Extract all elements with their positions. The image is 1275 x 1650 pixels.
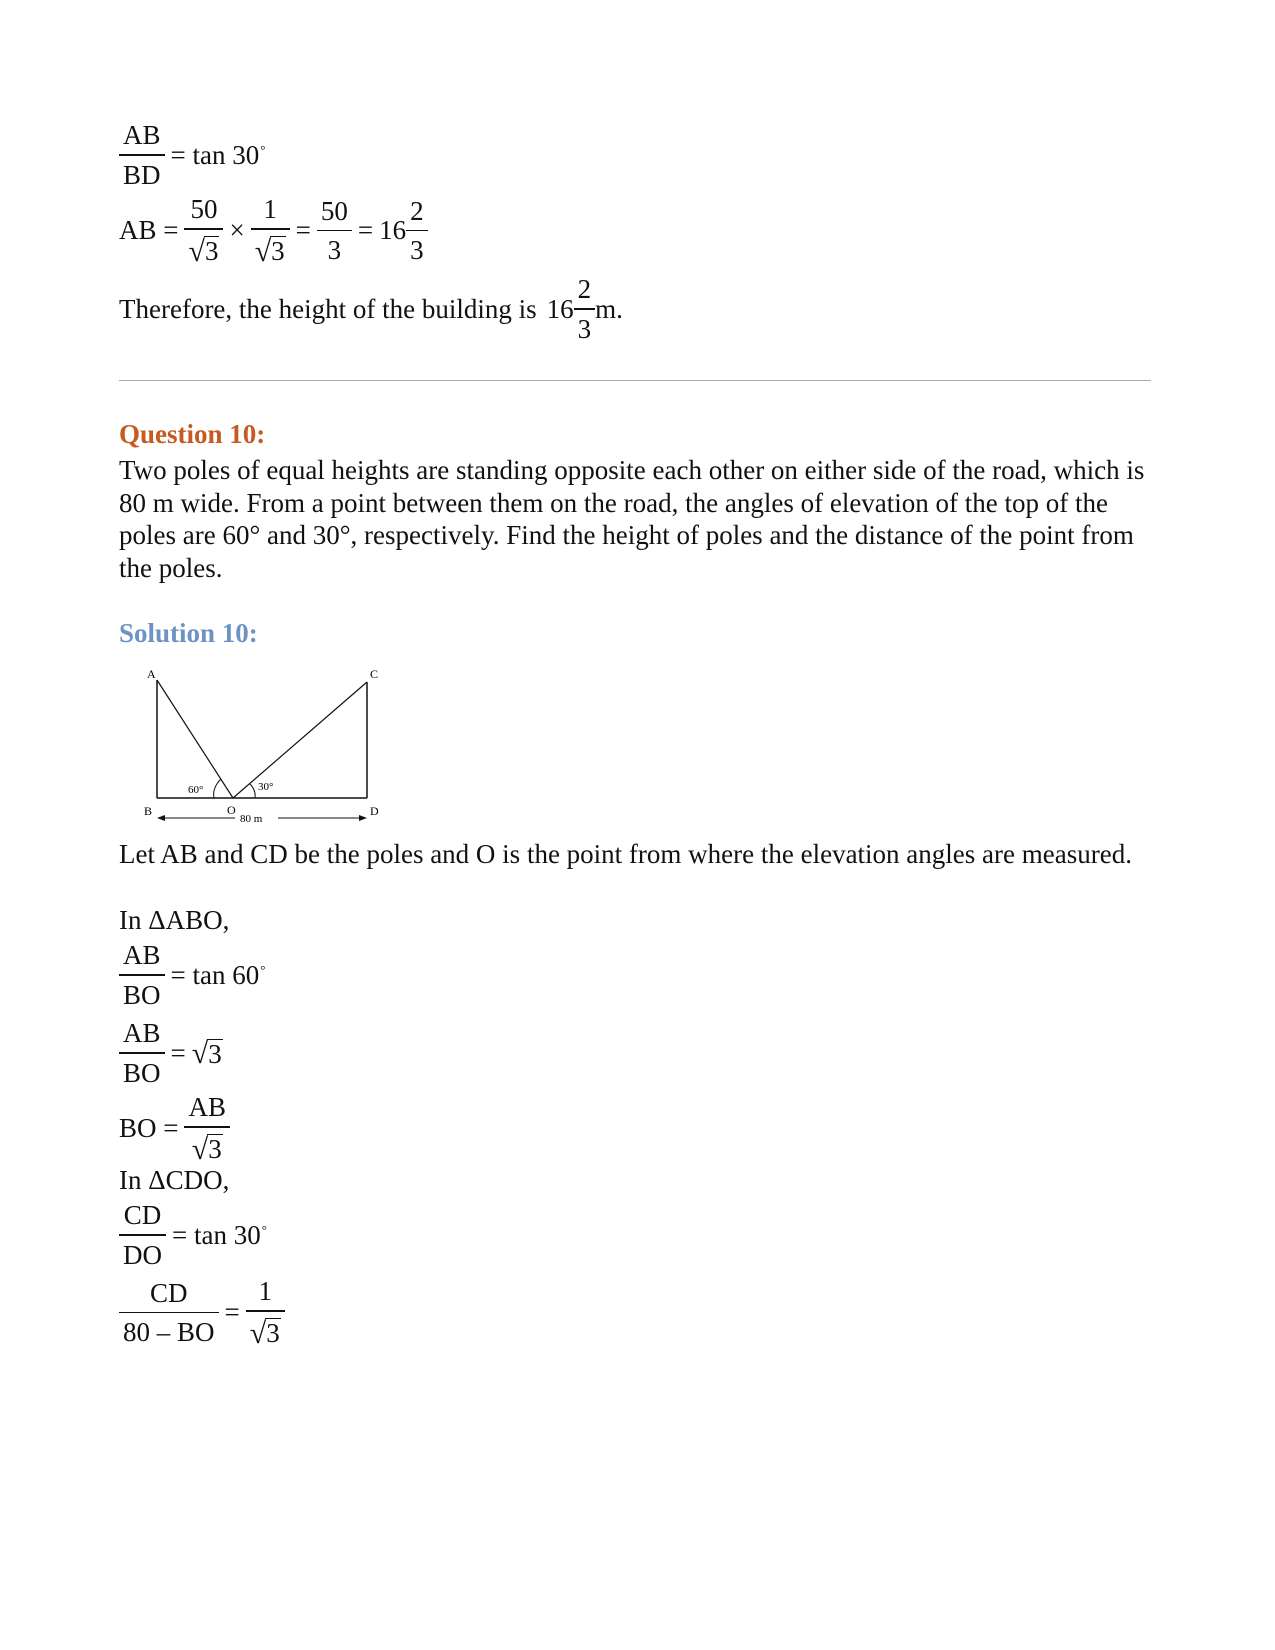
- label-d: D: [370, 804, 379, 818]
- mixed-number: 16 $\frac{2}{3}$: [379, 198, 428, 265]
- label-b: B: [144, 804, 153, 818]
- equation-ab-bo-root3: $\frac{AB}{BO}$ = √ 3: [119, 1020, 223, 1087]
- equation-ab-bo-tan60: $\frac{AB}{BO}$ = tan 60°: [119, 942, 265, 1009]
- fraction: 1 √ 3: [251, 196, 290, 266]
- equation-rhs: = tan 30°: [170, 139, 266, 170]
- in-triangle-abo: In ΔABO,: [119, 905, 230, 935]
- angle-label-60: 60°: [188, 784, 204, 796]
- equation-cd-do-tan30: $\frac{CD}{DO}$ = tan 30°: [119, 1202, 267, 1269]
- conclusion-line: Therefore, the height of the building is 16 $\frac{2}{3}$ m.: [119, 274, 623, 344]
- label-a: A: [147, 667, 156, 681]
- fraction: $\frac{50}{3}$: [317, 198, 352, 265]
- equation-ab-bd-tan30: [119, 122, 265, 189]
- label-c: C: [370, 667, 379, 681]
- fraction: $\frac{AB}{BD}$: [119, 122, 165, 189]
- line-oc: [233, 682, 367, 798]
- poles-diagram: [140, 660, 390, 830]
- equation-ab-value: AB = 50 √ 3 × 1 √ 3 = $\frac{50}{3}$ = 16 $\frac{2}{3}$: [119, 196, 428, 266]
- question-heading: Question 10:: [119, 419, 266, 449]
- mixed-number: 16 $\frac{2}{3}$ m.: [546, 274, 623, 344]
- angle-arc-60: [214, 779, 221, 798]
- arrowhead-right: [359, 815, 367, 821]
- distance-label: 80 m: [240, 813, 263, 825]
- equation-cd-80-bo: $\frac{CD}{80 - BO}$ = 1 √ 3: [119, 1278, 285, 1348]
- label-o: O: [227, 803, 236, 817]
- line-ao: [157, 680, 233, 798]
- angle-label-30: 30°: [258, 781, 274, 793]
- equation-bo: BO = AB √ 3: [119, 1094, 230, 1164]
- solution-heading: Solution 10:: [119, 618, 258, 648]
- angle-arc-30: [250, 784, 255, 798]
- solution-intro: Let AB and CD be the poles and O is the point from where the elevation angles are measured.: [119, 839, 1132, 869]
- arrowhead-left: [157, 815, 165, 821]
- section-divider: [119, 380, 1151, 381]
- question-body: Two poles of equal heights are standing opposite each other on either side of the road, which is 80 m wide. From a point between them on the road, the angles of elevation of the top of the poles are 60° and 30°, respectively. Find the height of poles and the distance of the point from the poles.: [119, 455, 1145, 583]
- in-triangle-cdo: In ΔCDO,: [119, 1165, 230, 1195]
- fraction: 50 √ 3: [184, 196, 223, 266]
